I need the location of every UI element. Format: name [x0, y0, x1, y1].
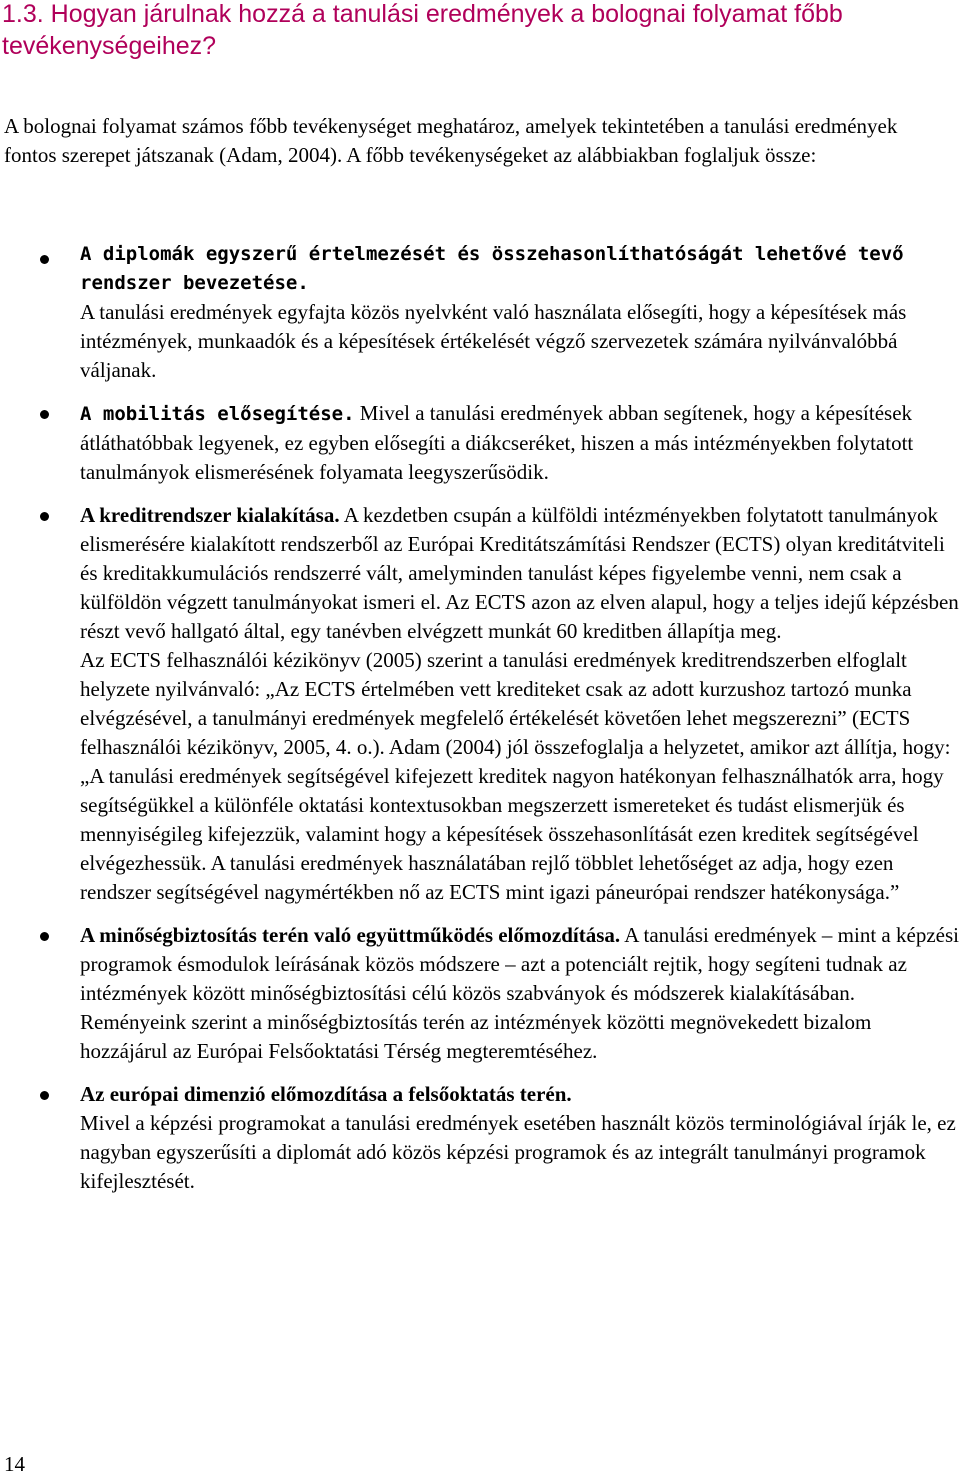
page-number: 14: [4, 1452, 25, 1476]
bullet-icon: [40, 255, 49, 264]
item-title: A kreditrendszer kialakítása.: [80, 503, 340, 527]
list-item: [0, 399, 960, 487]
bullet-icon: [40, 932, 49, 941]
activities-list: [0, 240, 960, 1196]
bullet-icon: [40, 410, 49, 419]
item-text: A kezdetben csupán a külföldi intézményekben folytatott tanulmányok elismerésére kialakított rendszerből az Európai Kreditátszámítási Rendszer (ECTS) olyan kreditátviteli és kreditakkumulációs rendszerré vált, amelyminden tanulást képes figyelembe venni, nem csak a külföldön végzett tanulmányokat ismeri el. Az ECTS azon az elven alapul, hogy a teljes idejű képzésben részt vevő hallgató által, egy tanévben elvégzett munkát 60 kreditben állapítja meg.: [80, 503, 959, 643]
intro-paragraph: A bolognai folyamat számos főbb tevékenységet meghatároz, amelyek tekintetében a tanulási eredmények fontos szerepet játszanak (Adam, 2004). A főbb tevékenységeket az alábbiakban foglaljuk össze:: [4, 114, 898, 167]
list-item: [0, 501, 960, 907]
item-text: A tanulási eredmények – mint a képzési programok ésmodulok leírásának közös módszere – azt a potenciált rejtik, hogy segíteni tudnak az intézmények között minőségbiztosítási célú közös szabványok és módszerek kialakításában. Reményeink szerint a minőségbiztosítás terén az intézmények közötti megnövekedett bizalom hozzájárul az Európai Felsőoktatási Térség megteremtéséhez.: [80, 923, 959, 1063]
section-heading: 1.3. Hogyan járulnak hozzá a tanulási eredmények a bolognai folyamat főbb tevékenységeihez?: [2, 0, 843, 60]
list-item: [0, 240, 960, 385]
item-title: A mobilitás elősegítése.: [80, 403, 355, 425]
list-item: [0, 1080, 960, 1196]
list-item: [0, 921, 960, 1066]
bullet-icon: [40, 1091, 49, 1100]
bullet-icon: [40, 512, 49, 521]
item-text: A tanulási eredmények egyfajta közös nyelvként való használata elősegíti, hogy a képesítések más intézmények, munkaadók és a képesítések értékelését végző szervezetek számára nyilvánvalóbbá váljanak.: [80, 300, 907, 382]
item-text: Mivel a tanulási eredmények abban segítenek, hogy a képesítések átláthatóbbak legyenek, ez egyben elősegíti a diákcseréket, hiszen a más intézményekben folytatott tanulmányok elismerésének folyamata leegyszerűsödik.: [80, 401, 914, 484]
item-text: Mivel a képzési programokat a tanulási eredmények esetében használt közös terminológiával írják le, ez nagyban egyszerűsíti a diplomát adó közös képzési programok és az integrált tanulmányi programok kifejlesztését.: [80, 1111, 956, 1193]
item-title: A diplomák egyszerű értelmezését és összehasonlíthatóságát lehetővé tevő rendszer bevezetése.: [80, 243, 904, 294]
item-title: Az európai dimenzió előmozdítása a felsőoktatás terén.: [80, 1082, 572, 1106]
item-title: A minőségbiztosítás terén való együttműködés előmozdítása.: [80, 923, 621, 947]
item-text-continued: Az ECTS felhasználói kézikönyv (2005) szerint a tanulási eredmények kreditrendszerben elfoglalt helyzete nyilvánvaló: „Az ECTS értelmében vett krediteket csak az adott kurzushoz tartozó munka elvégzésével, a tanulmányi eredmények megfelelő értékelését követően lehet megszerezni” (ECTS felhasználói kézikönyv, 2005, 4. o.). Adam (2004) jól összefoglalja a helyzetet, amikor azt állítja, hogy: „A tanulási eredmények segítségével kifejezett kreditek nagyon hatékonyan felhasználhatók arra, hogy segítségükkel a különféle oktatási kontextusokban megszerzett ismereteket és tudást elismerjük és mennyiségileg kifejezzük, valamint hogy a képesítések összehasonlítását ezen kreditek segítségével elvégezhessük. A tanulási eredmények használatában rejlő többlet lehetőséget az adja, hogy ezen rendszer segítségével nagymértékben nő az ECTS mint igazi páneurópai rendszer hatékonysága.”: [80, 648, 951, 904]
